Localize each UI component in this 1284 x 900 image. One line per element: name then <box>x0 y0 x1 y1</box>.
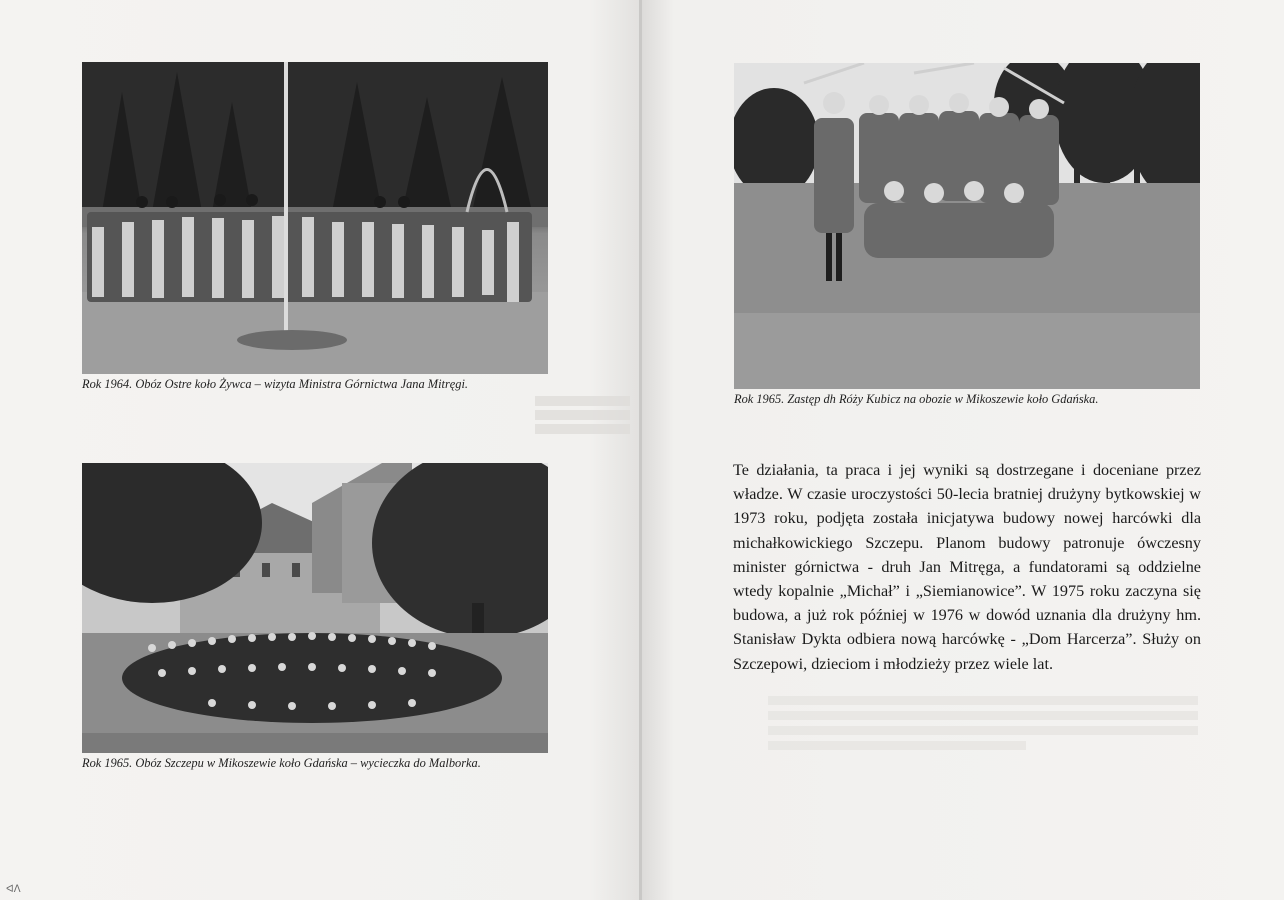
photo-girl-scouts-image <box>734 63 1200 389</box>
caption-girl-scouts: Rok 1965. Zastęp dh Róży Kubicz na obozie w Mikoszewie koło Gdańska. <box>734 392 1099 406</box>
photo-camp-ostre-image <box>82 62 548 374</box>
photo-girl-scouts <box>734 63 1200 389</box>
corner-mark: ᐊᐱ <box>6 884 21 895</box>
caption-malbork-trip: Rok 1965. Obóz Szczepu w Mikoszewie koło Gdańska – wycieczka do Malborka. <box>82 756 481 770</box>
body-paragraph-text: Te działania, ta praca i jej wyniki są dostrzegane i doceniane przez władze. W czasie uroczystości 50-lecia bratniej drużyny bytkowskiej w 1973 roku, podjęta została inicjatywa budowy nowej harcówki dla michałkowickiego Szczepu. Planom budowy patronuje ówczesny minister górnictwa - druh Jan Mitręga, a fundatorami są oddzielne wtedy kopalnie „Michał” i „Siemianowice”. W 1975 roku zaczyna się budowa, a już rok później w 1976 w dowód uznania dla drużyny hm. Stanisław Dykta odbiera nową harcówkę - „Dom Harcerza”. Służy on Szczepowi, dzieciom i młodzieży przez wiele lat. <box>733 461 1201 673</box>
body-paragraph <box>733 458 1201 676</box>
show-through-text-right <box>768 690 1198 756</box>
photo-camp-ostre <box>82 62 548 374</box>
photo-malbork-trip-image <box>82 463 548 753</box>
photo-malbork-trip <box>82 463 548 753</box>
show-through-text-left <box>535 392 630 438</box>
caption-camp-ostre: Rok 1964. Obóz Ostre koło Żywca – wizyta Ministra Górnictwa Jana Mitręgi. <box>82 377 469 391</box>
